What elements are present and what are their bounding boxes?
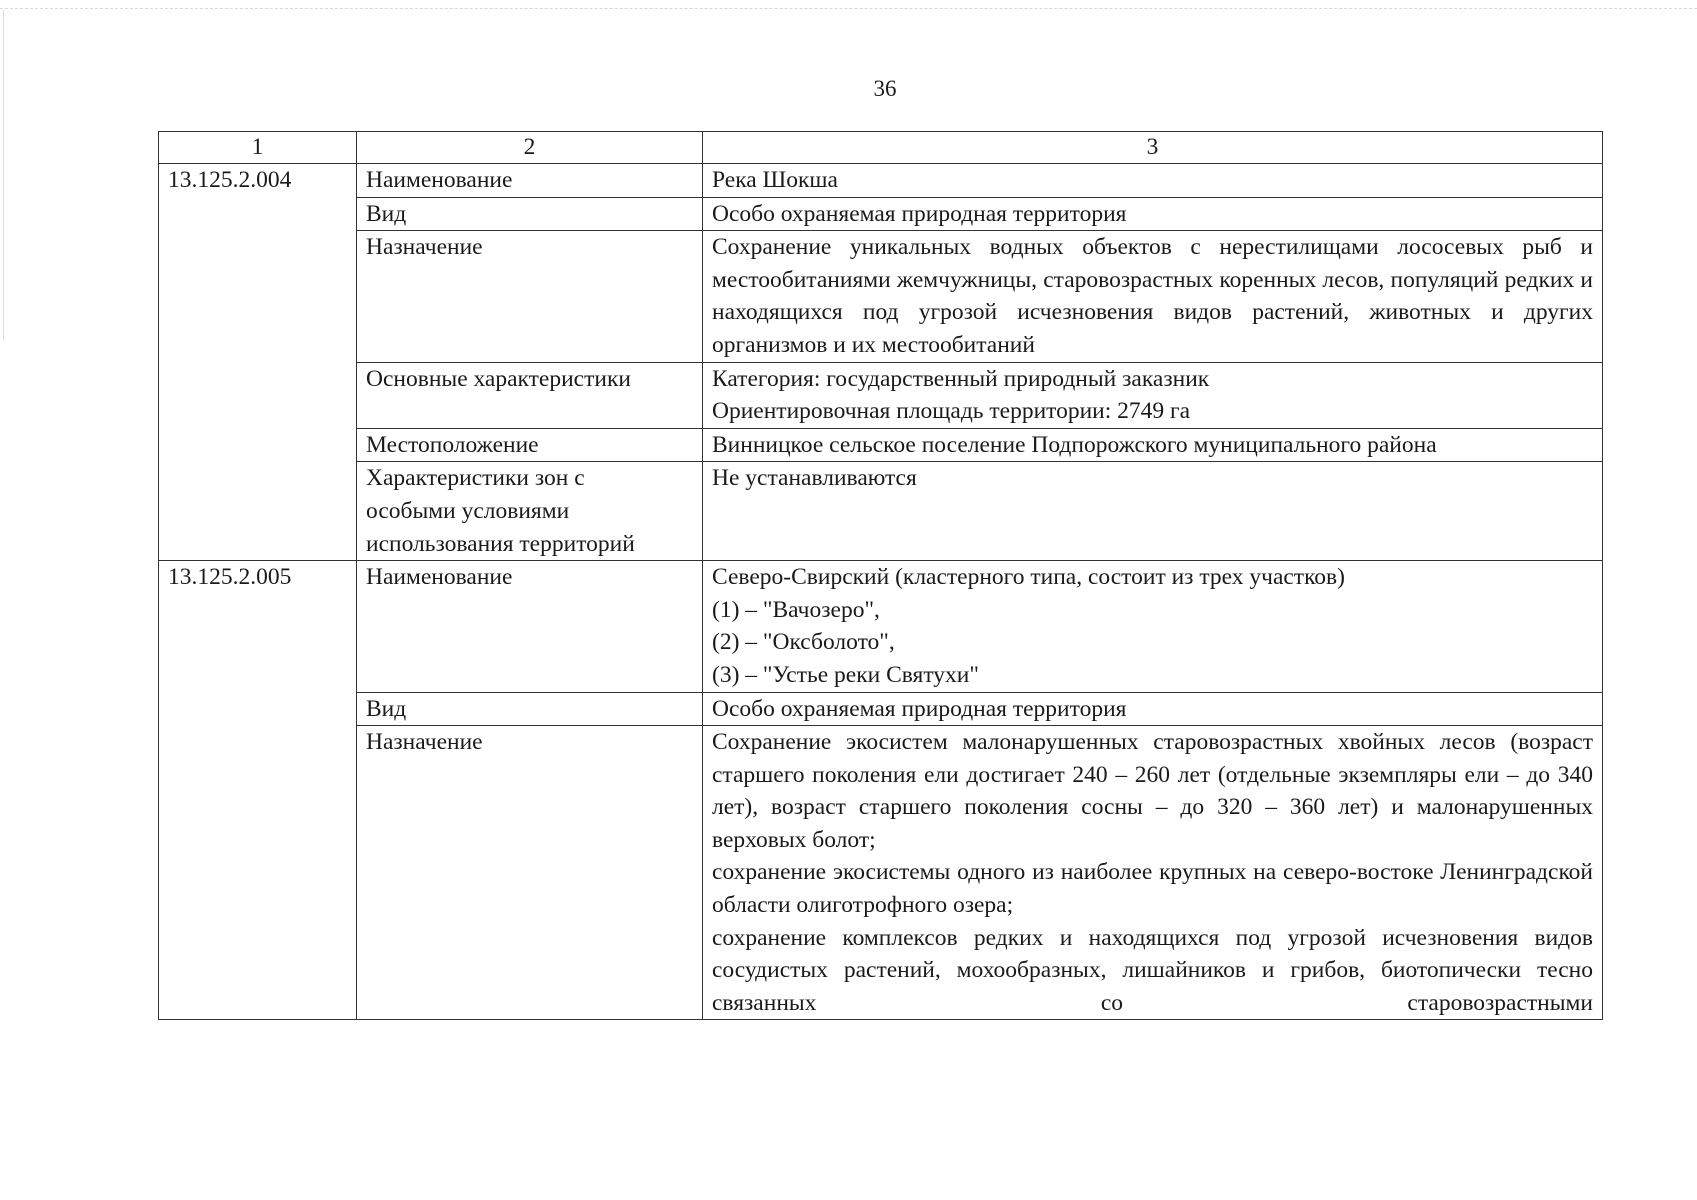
row-value [703, 726, 1603, 1020]
row-value [703, 692, 1603, 726]
row-label: Вид [357, 692, 703, 726]
scan-edge-top [0, 8, 1697, 10]
row-value [703, 462, 1603, 561]
value-line: сохранение комплексов редких и находящихся под угрозой исчезновения видов сосудистых растений, мохообразных, лишайников и грибов, биотопически тесно связанных со старовозрастными [712, 924, 1593, 1016]
value-line: сохранение экосистемы одного из наиболее крупных на северо-востоке Ленинградской области олиготрофного озера; [712, 859, 1593, 919]
row-label-text: Характеристики зон с особыми условиями использования территорий [366, 465, 635, 557]
column-header-1: 1 [159, 132, 357, 164]
value-line: Сохранение уникальных водных объектов с нерестилищами лососевых рыб и местообитаниями жемчужницы, старовозрастных коренных лесов, популяций редких и находящихся под угрозой исчезновения видов растений, животных и других организмов и их местообитаний [712, 234, 1593, 358]
table-row [159, 428, 1603, 462]
scan-edge-left [3, 10, 4, 340]
row-value [703, 428, 1603, 462]
row-value [703, 231, 1603, 362]
row-label: Назначение [357, 726, 703, 1020]
value-line: Категория: государственный природный заказник [712, 365, 1210, 392]
table-row [159, 561, 1603, 692]
table-row [159, 726, 1603, 1020]
page-number: 36 [873, 76, 897, 101]
value-line: (1) – "Вачозеро", [712, 596, 880, 623]
row-label: Местоположение [357, 428, 703, 462]
row-value [703, 561, 1603, 692]
row-label [357, 462, 703, 561]
value-line: Не устанавливаются [712, 465, 917, 492]
row-label: Назначение [357, 231, 703, 362]
value-line: Река Шокша [712, 167, 838, 193]
value-line: Винницкое сельское поселение Подпорожского муниципального района [712, 431, 1437, 458]
row-label: Основные характеристики [357, 362, 703, 428]
column-header-3: 3 [703, 132, 1603, 164]
table-row [159, 362, 1603, 428]
row-label: Вид [357, 197, 703, 231]
value-line: Северо-Свирский (кластерного типа, состоит из трех участков) [712, 564, 1345, 591]
value-line: (2) – "Оксболото", [712, 629, 895, 656]
value-line: Особо охраняемая природная территория [712, 200, 1127, 227]
table-row [159, 231, 1603, 362]
record-code: 13.125.2.005 [159, 561, 357, 1020]
table-row [159, 692, 1603, 726]
row-value [703, 164, 1603, 198]
data-table [158, 131, 1603, 1020]
table-row [159, 462, 1603, 561]
table-header-row [159, 132, 1603, 164]
column-header-2: 2 [357, 132, 703, 164]
row-value [703, 197, 1603, 231]
table-row [159, 197, 1603, 231]
table-row [159, 164, 1603, 198]
record-code: 13.125.2.004 [159, 164, 357, 561]
value-line: Ориентировочная площадь территории: 2749 га [712, 398, 1191, 425]
value-line: Сохранение экосистем малонарушенных старовозрастных хвойных лесов (возраст старшего поколения ели достигает 240 – 260 лет (отдельные экземпляры ели – до 340 лет), возраст старшего поколения сосны – до 320 – 360 лет) и малонарушенных верховых болот; [712, 729, 1593, 853]
value-line: (3) – "Устье реки Святухи" [712, 661, 979, 688]
row-label: Наименование [357, 164, 703, 198]
row-label: Наименование [357, 561, 703, 692]
row-value [703, 362, 1603, 428]
value-line: Особо охраняемая природная территория [712, 695, 1127, 722]
